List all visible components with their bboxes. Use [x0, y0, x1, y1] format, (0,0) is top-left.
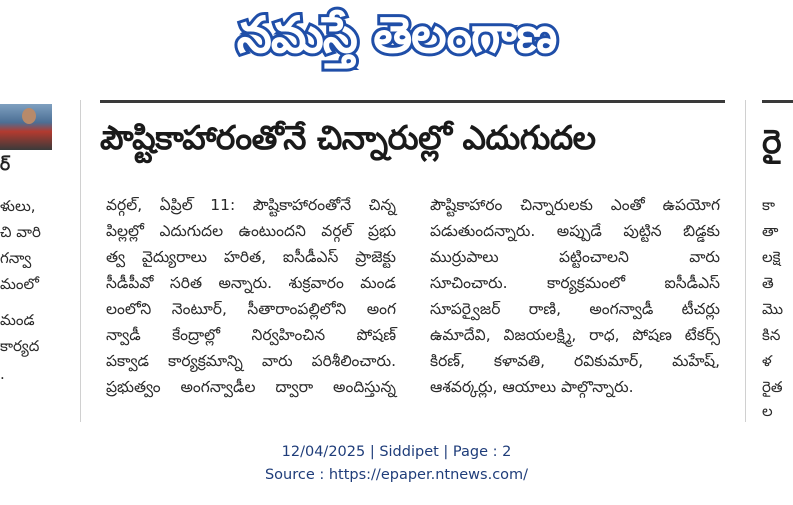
right-article-line: తె: [762, 274, 774, 292]
left-article-line: ళులు,: [0, 197, 36, 215]
left-article-line: మండ: [0, 311, 35, 329]
article-line: పిల్లల్లో ఎదుగుదల ఉంటుందని వర్గల్ ప్రభు: [106, 222, 396, 240]
article-line: కిరణ్, కళావతి, రవికుమార్, మహేష్,: [430, 352, 720, 370]
right-article-line: కిన: [762, 326, 781, 344]
left-article-line: గన్వా: [0, 249, 32, 267]
left-article-line: చి వారి: [0, 223, 41, 241]
article-line: ముర్రుపాలు పట్టించాలని వారు: [430, 248, 720, 266]
article-headline: పౌష్టికాహారంతోనే చిన్నారుల్లో ఎదుగుదల: [100, 118, 596, 157]
right-article-line: మొ: [762, 300, 784, 318]
edition-info: 12/04/2025 | Siddipet | Page : 2: [281, 444, 512, 460]
left-article-headline: ర్: [0, 155, 11, 175]
article-line: లంలోని నెంటూర్, సీతారాంపల్లిలోని అంగ: [106, 300, 396, 318]
article-line: ప్రభుత్వం అంగన్వాడీల ద్వారా అందిస్తున్న: [106, 378, 396, 396]
right-article-line: లక్షె: [762, 248, 781, 266]
article-line: సూచించారు. కార్యక్రమంలో ఐసీడీఎస్: [430, 274, 720, 292]
main-article: [100, 100, 725, 422]
article-line: పడుతుందన్నారు. అప్పుడే పుట్టిన బిడ్డకు: [430, 222, 720, 240]
article-line: పౌష్టికాహారం చిన్నారులకు ఎంతో ఉపయోగ: [430, 196, 720, 214]
left-neighbor-article: [0, 100, 55, 422]
article-top-rule: [100, 100, 725, 103]
right-article-top-rule: [762, 100, 793, 103]
masthead: [0, 0, 793, 80]
article-line: న్వాడీ కేంద్రాల్లో నిర్వహించిన పోషణ్: [106, 326, 396, 344]
source-credit: Source : https://epaper.ntnews.com/: [264, 467, 529, 483]
left-article-line: మంలో: [0, 275, 39, 293]
right-article-line: ళ: [762, 352, 772, 370]
right-article-line: కా: [762, 196, 776, 214]
article-line: సీడీపీవో సరిత అన్నారు. శుక్రవారం మండ: [106, 274, 396, 292]
article-line: పక్వాడ కార్యక్రమాన్ని వారు పరిశీలించారు.: [106, 352, 396, 370]
article-line: ఆశవర్కర్లు, ఆయాలు పాల్గొన్నారు.: [430, 378, 634, 396]
article-line: త్వ వైద్యురాలు హరిత, ఐసీడీఎస్ ప్రాజెక్టు: [106, 248, 396, 266]
right-neighbor-article: [762, 100, 793, 422]
newspaper-logo: నమస్తే తెలంగాణ: [236, 6, 557, 64]
left-article-photo: [0, 104, 52, 150]
column-divider: [80, 100, 81, 422]
right-article-line: ల: [762, 402, 773, 420]
left-article-line: .: [0, 365, 5, 383]
left-article-line: కార్యద: [0, 337, 40, 355]
article-line: ఉమాదేవి, విజయలక్ష్మి, రాధ, పోషణ టేకర్స్: [430, 326, 720, 344]
right-article-line: తా: [762, 222, 779, 240]
right-article-line: రైత: [762, 378, 783, 396]
column-divider: [745, 100, 746, 422]
article-line: వర్గల్, ఏప్రిల్ 11: పౌష్టికాహారంతోనే చిన్న: [106, 196, 396, 214]
right-article-headline: రై: [762, 122, 782, 161]
article-line: సూపర్వైజర్ రాణి, అంగన్వాడీ టీచర్లు: [430, 300, 720, 318]
